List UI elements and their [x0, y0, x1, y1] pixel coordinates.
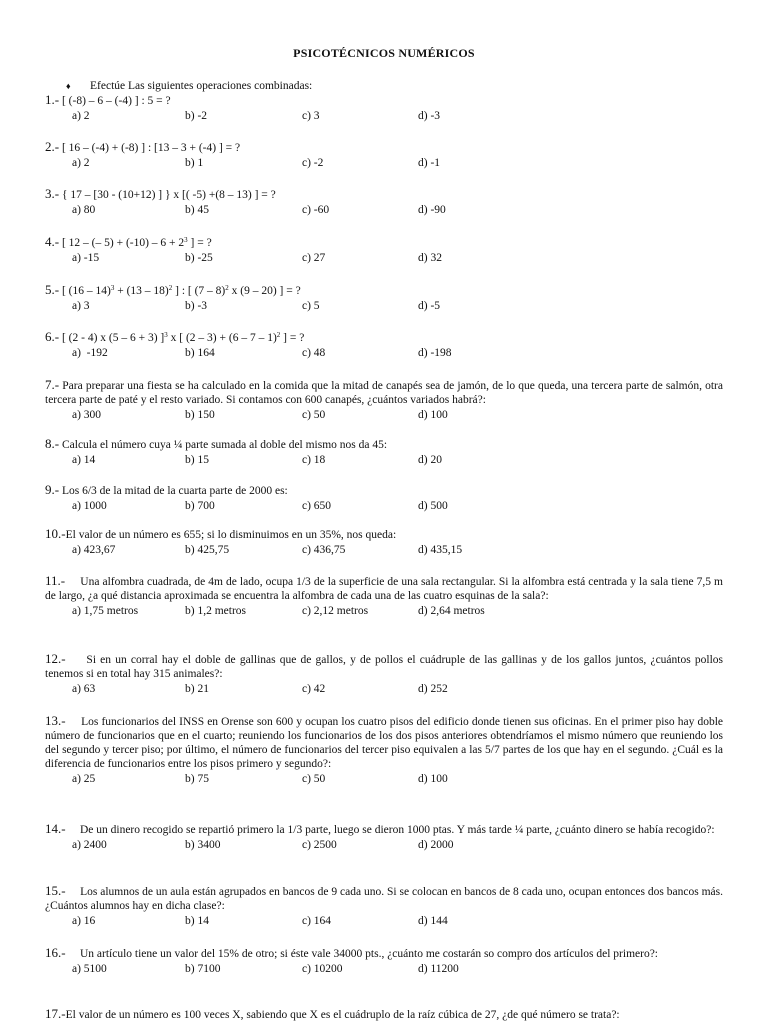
- answer-option-b: b) 164: [185, 347, 215, 359]
- question-text: El valor de un número es 100 veces X, sabiendo que X es el cuádruplo de la raíz cúbica de 27, ¿de qué número se trata?:: [65, 1009, 620, 1021]
- question-15: [45, 883, 726, 928]
- answer-option-b: b) -2: [185, 110, 208, 122]
- answer-option-d: d) 11200: [418, 963, 459, 975]
- answer-options: [45, 109, 723, 123]
- answer-option-d: d) 500: [418, 500, 448, 512]
- answer-options: [45, 346, 723, 360]
- question-text: ] : [ (7 – 8): [172, 285, 226, 297]
- exponent: 2: [276, 331, 281, 339]
- answer-option-b: b) 15: [185, 454, 209, 466]
- question-statement: [45, 377, 726, 407]
- answer-option-c: c) -2: [302, 157, 324, 169]
- answer-option-b: b) -3: [185, 300, 208, 312]
- answer-option-a: a) 3: [72, 300, 90, 312]
- answer-option-b: b) 1,2 metros: [185, 605, 247, 617]
- answer-option-d: d) 32: [418, 252, 442, 264]
- question-statement: [45, 527, 723, 542]
- answer-option-b: b) -25: [185, 252, 213, 264]
- answer-option-d: d) 252: [418, 683, 448, 695]
- answer-options: [45, 499, 723, 513]
- question-statement: [45, 437, 723, 452]
- question-number: 13.-: [45, 713, 66, 728]
- question-text: [ 16 – (-4) + (-8) ] : [13 – 3 + (-4) ] = ?: [59, 142, 241, 154]
- instructions: [66, 79, 312, 93]
- answer-option-b: b) 1: [185, 157, 204, 169]
- answer-option-a: a) 14: [72, 454, 96, 466]
- answer-options: [45, 838, 723, 852]
- answer-option-b: b) 700: [185, 500, 215, 512]
- answer-option-b: b) 425,75: [185, 544, 230, 556]
- answer-option-a: a) 25: [72, 773, 96, 785]
- question-statement: [45, 573, 726, 603]
- answer-option-b: b) 75: [185, 773, 209, 785]
- answer-option-c: c) 164: [302, 915, 332, 927]
- question-text: Para preparar una fiesta se ha calculado en la comida que la mitad de canapés sea de jamón, de lo que queda, una tercera parte de salmón, otra tercera parte de paté y el resto variado. Si contamos con 600 canapés, ¿cuántos variados habrá?:: [45, 380, 726, 406]
- answer-options: [45, 604, 723, 618]
- question-text: { 17 – [30 - (10+12) ] } x [( -5) +(8 – 13) ] = ?: [59, 189, 276, 201]
- answer-option-c: c) 27: [302, 252, 326, 264]
- question-1: [45, 93, 723, 123]
- question-number: 4.-: [45, 234, 60, 249]
- exponent: 2: [225, 284, 229, 292]
- question-statement: [45, 713, 726, 771]
- question-number: 3.-: [45, 186, 60, 201]
- answer-options: [45, 156, 723, 170]
- question-statement: [45, 483, 723, 498]
- question-text: Una alfombra cuadrada, de 4m de lado, ocupa 1/3 de la superficie de una sala rectangular. Si la alfombra está centrada y la sala tiene 7,5 m de largo, ¿a qué distancia aproximada se encuentra la alfombra de cada una de las cuatro esquinas de la sala?:: [45, 576, 726, 602]
- question-text: Calcula el número cuya ¼ parte sumada al doble del mismo nos da 45:: [59, 439, 388, 451]
- answer-option-c: c) 5: [302, 300, 320, 312]
- exponent: 3: [110, 284, 115, 292]
- question-statement: [45, 235, 723, 250]
- answer-option-d: d) -1: [418, 157, 441, 169]
- question-text: Si en un corral hay el doble de gallinas que de gallos, y de pollos el cuádruple de las gallinas y de los gallos juntos, ¿cuántos pollos tenemos si en total hay 315 animales?:: [45, 654, 726, 680]
- answer-option-c: c) 3: [302, 110, 320, 122]
- question-statement: [45, 187, 723, 202]
- answer-option-a: a) 1000: [72, 500, 107, 512]
- question-text: ] = ?: [187, 237, 212, 249]
- question-number: 15.-: [45, 883, 66, 898]
- answer-option-b: b) 14: [185, 915, 209, 927]
- question-statement: [45, 283, 723, 298]
- answer-option-c: c) 436,75: [302, 544, 346, 556]
- question-statement: [45, 93, 723, 108]
- question-statement: [45, 330, 723, 345]
- question-statement: [45, 883, 726, 913]
- answer-options: [45, 682, 723, 696]
- question-text: [ (-8) – 6 – (-4) ] : 5 = ?: [59, 95, 171, 107]
- answer-option-c: c) 42: [302, 683, 326, 695]
- question-number: 5.-: [45, 282, 60, 297]
- instructions-text: Efectúe Las siguientes operaciones combinadas:: [90, 80, 313, 92]
- page-title: PSICOTÉCNICOS NUMÉRICOS: [293, 46, 475, 60]
- answer-options: [45, 543, 723, 557]
- question-text: El valor de un número es 655; si lo disminuimos en un 35%, nos queda:: [65, 529, 397, 541]
- question-text: x [ (2 – 3) + (6 – 7 – 1): [167, 332, 277, 344]
- question-9: [45, 483, 723, 513]
- question-text: De un dinero recogido se repartió primero la 1/3 parte, luego se dieron 1000 ptas. Y más tarde ¼ parte, ¿cuánto dinero se había recogido?:: [65, 824, 715, 836]
- answer-option-d: d) -198: [418, 347, 452, 359]
- question-number: 9.-: [45, 482, 60, 497]
- answer-option-c: c) 650: [302, 500, 332, 512]
- answer-option-b: b) 3400: [185, 839, 221, 851]
- question-7: [45, 377, 726, 422]
- question-number: 17.-: [45, 1006, 66, 1021]
- answer-option-a: a) -15: [72, 252, 100, 264]
- answer-options: [45, 251, 723, 265]
- exponent: 3: [164, 331, 168, 339]
- question-number: 6.-: [45, 329, 60, 344]
- question-text: Los alumnos de un aula están agrupados en bancos de 9 cada uno. Si se colocan en bancos de 8 cada uno, ocupan entonces dos bancos más. ¿Cuántos alumnos hay en dicha clase?:: [45, 886, 726, 912]
- answer-option-b: b) 7100: [185, 963, 221, 975]
- answer-option-a: a) 80: [72, 204, 96, 216]
- question-10: [45, 527, 723, 557]
- answer-option-b: b) 45: [185, 204, 209, 216]
- question-text: Los funcionarios del INSS en Orense son 600 y ocupan los cuatro pisos del edificio donde tienen sus oficinas. En el primer piso hay doble número de funcionarios que en el cuarto; reuniendo los funcionarios de los dos pisos anteriores obtendríamos el mismo número que reuniendo los del segundo y tercer piso; por último, el número de funcionarios del tercer piso equivalen a las 5/7 partes de los que hay en el segundo. ¿Cuál es la diferencia de funcionarios entre los pisos primero y segundo?:: [45, 716, 726, 770]
- question-4: [45, 235, 723, 265]
- answer-option-d: d) -3: [418, 110, 441, 122]
- question-text: ] = ?: [280, 332, 305, 344]
- answer-option-d: d) 100: [418, 409, 448, 421]
- question-number: 14.-: [45, 821, 66, 836]
- question-text: Los 6/3 de la mitad de la cuarta parte de 2000 es:: [59, 485, 288, 497]
- answer-option-c: c) 2500: [302, 839, 337, 851]
- answer-option-a: a) 2: [72, 157, 90, 169]
- answer-option-d: d) 2,64 metros: [418, 605, 485, 617]
- answer-option-c: c) 50: [302, 773, 326, 785]
- question-6: [45, 330, 723, 360]
- answer-option-c: c) 2,12 metros: [302, 605, 369, 617]
- answer-option-a: a) -192: [72, 347, 108, 359]
- answer-options: [45, 299, 723, 313]
- answer-option-a: a) 16: [72, 915, 96, 927]
- answer-options: [45, 203, 723, 217]
- question-text: Un artículo tiene un valor del 15% de otro; si éste vale 34000 pts., ¿cuánto me costarán so compro dos artículos del primero?:: [65, 948, 659, 960]
- answer-options: [45, 408, 723, 422]
- question-number: 1.-: [45, 92, 60, 107]
- question-text: [ (2 - 4) x (5 – 6 + 3) ]: [59, 332, 165, 344]
- answer-option-a: a) 63: [72, 683, 96, 695]
- answer-option-a: a) 2400: [72, 839, 107, 851]
- exponent: 3: [184, 236, 188, 244]
- answer-option-b: b) 150: [185, 409, 215, 421]
- question-number: 12.-: [45, 651, 66, 666]
- answer-option-a: a) 1,75 metros: [72, 605, 139, 617]
- question-number: 11.-: [45, 573, 66, 588]
- question-text: + (13 – 18): [114, 285, 169, 297]
- exponent: 2: [168, 284, 173, 292]
- question-number: 2.-: [45, 139, 60, 154]
- question-statement: [45, 822, 723, 837]
- question-2: [45, 140, 723, 170]
- question-11: [45, 573, 726, 618]
- question-text: [ (16 – 14): [59, 285, 111, 297]
- answer-option-d: d) -90: [418, 204, 446, 216]
- answer-options: [45, 453, 723, 467]
- question-17: [45, 1007, 723, 1022]
- question-14: [45, 822, 723, 852]
- answer-option-c: c) 50: [302, 409, 326, 421]
- answer-options: [45, 772, 723, 786]
- answer-option-d: d) -5: [418, 300, 441, 312]
- answer-options: [45, 914, 723, 928]
- question-8: [45, 437, 723, 467]
- answer-option-c: c) 10200: [302, 963, 343, 975]
- question-16: [45, 946, 723, 976]
- answer-option-c: c) 48: [302, 347, 326, 359]
- answer-option-d: d) 20: [418, 454, 442, 466]
- answer-option-c: c) 18: [302, 454, 326, 466]
- answer-option-c: c) -60: [302, 204, 330, 216]
- question-3: [45, 187, 723, 217]
- question-number: 8.-: [45, 436, 60, 451]
- question-text: x (9 – 20) ] = ?: [228, 285, 301, 297]
- answer-option-a: a) 2: [72, 110, 90, 122]
- answer-option-a: a) 300: [72, 409, 102, 421]
- diamond-bullet-icon: ♦: [66, 81, 71, 91]
- question-number: 10.-: [45, 526, 66, 541]
- question-statement: [45, 140, 723, 155]
- question-number: 16.-: [45, 945, 66, 960]
- answer-option-d: d) 435,15: [418, 544, 463, 556]
- answer-option-d: d) 2000: [418, 839, 454, 851]
- question-5: [45, 283, 723, 313]
- question-13: [45, 713, 726, 786]
- answer-option-a: a) 5100: [72, 963, 107, 975]
- question-statement: [45, 1007, 723, 1022]
- answer-option-d: d) 144: [418, 915, 448, 927]
- question-statement: [45, 946, 723, 961]
- answer-option-b: b) 21: [185, 683, 209, 695]
- answer-options: [45, 962, 723, 976]
- question-statement: [45, 651, 726, 681]
- answer-option-d: d) 100: [418, 773, 448, 785]
- question-text: [ 12 – (– 5) + (-10) – 6 + 2: [59, 237, 185, 249]
- question-number: 7.-: [45, 377, 60, 392]
- answer-option-a: a) 423,67: [72, 544, 116, 556]
- question-12: [45, 651, 726, 696]
